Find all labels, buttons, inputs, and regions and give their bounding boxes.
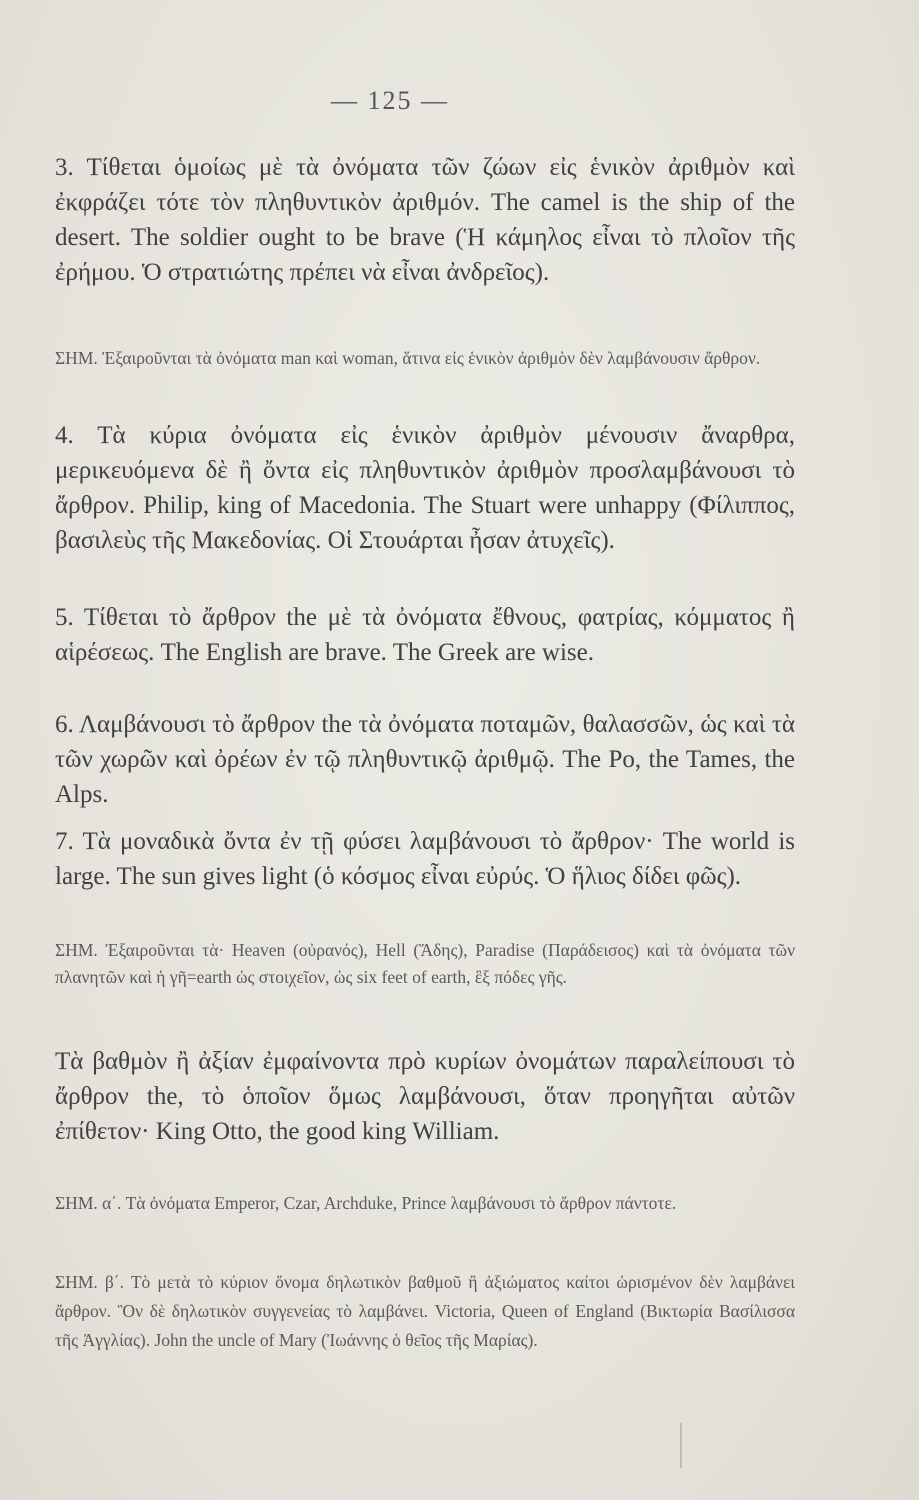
paragraph-4: 4. Τὰ κύρια ὀνόματα εἰς ἑνικὸν ἀριθμὸν μένουσιν ἄναρθρα, μερικευόμενα δὲ ἢ ὄντα εἰς πληθυντικὸν ἀριθμὸν προσλαμβάνουσι τὸ ἄρθρον. Philip, king of Macedonia. The Stuart were unhappy (Φίλιππος, βασιλεὺς τῆς Μακεδονίας. Οἱ Στουάρται ἦσαν ἀτυχεῖς).	[55, 422, 795, 554]
note-1: ΣΗΜ. Ἐξαιροῦνται τὰ ὀνόματα man καὶ woman, ἅτινα εἰς ἑνικὸν ἀριθμὸν δὲν λαμβάνουσιν ἄρθρον.	[55, 348, 761, 368]
note-3: ΣΗΜ. α΄. Τὰ ὀνόματα Emperor, Czar, Archduke, Prince λαμβάνουσι τὸ ἄρθρον πάντοτε.	[55, 1193, 677, 1213]
paragraph-6: 6. Λαμβάνουσι τὸ ἄρθρον the τὰ ὀνόματα ποταμῶν, θαλασσῶν, ὡς καὶ τὰ τῶν χωρῶν καὶ ὀρέων ἐν τῷ πληθυντικῷ ἀριθμῷ. The Po, the Tames, the Alps.	[55, 711, 795, 808]
page-number: — 125 —	[331, 86, 449, 115]
note-4: ΣΗΜ. β΄. Τὸ μετὰ τὸ κύριον ὄνομα δηλωτικὸν βαθμοῦ ἢ ἀξιώματος καίτοι ὡρισμένον δὲν λαμβάνει ἄρθρον. Ὃν δὲ δηλωτικὸν συγγενείας τὸ λαμβάνει. Victoria, Queen of England (Βικτωρία Βασίλισσα τῆς Ἀγγλίας). John the uncle of Mary (Ἰωάννης ὁ θεῖος τῆς Μαρίας).	[55, 1272, 795, 1350]
paragraph-7: 7. Τὰ μοναδικὰ ὄντα ἐν τῇ φύσει λαμβάνουσι τὸ ἄρθρον· The world is large. The sun gives light (ὁ κόσμος εἶναι εὐρύς. Ὁ ἥλιος δίδει φῶς).	[55, 828, 795, 890]
paragraph-8: Τὰ βαθμὸν ἢ ἀξίαν ἐμφαίνοντα πρὸ κυρίων ὀνομάτων παραλείπουσι τὸ ἄρθρον the, τὸ ὁποῖον ὅμως λαμβάνουσι, ὅταν προηγῆται αὐτῶν ἐπίθετον· King Otto, the good king William.	[55, 1048, 795, 1145]
paragraph-5: 5. Τίθεται τὸ ἄρθρον the μὲ τὰ ὀνόματα ἔθνους, φατρίας, κόμματος ἢ αἱρέσεως. The English are brave. The Greek are wise.	[55, 604, 795, 666]
ink-mark	[680, 1423, 682, 1468]
paragraph-3: 3. Τίθεται ὁμοίως μὲ τὰ ὀνόματα τῶν ζώων εἰς ἑνικὸν ἀριθμὸν καὶ ἐκφράζει τότε τὸν πληθυντικὸν ἀριθμόν. The camel is the ship of the desert. The soldier ought to be brave (Ἡ κάμηλος εἶναι τὸ πλοῖον τῆς ἐρήμου. Ὁ στρατιώτης πρέπει νὰ εἶναι ἀνδρεῖος).	[55, 154, 795, 286]
note-2: ΣΗΜ. Ἐξαιροῦνται τὰ· Heaven (οὐρανός), Hell (Ἅδης), Paradise (Παράδεισος) καὶ τὰ ὀνόματα τῶν πλανητῶν καὶ ἡ γῆ=earth ὡς στοιχεῖον, ὡς six feet of earth, ἓξ πόδες γῆς.	[55, 940, 795, 987]
